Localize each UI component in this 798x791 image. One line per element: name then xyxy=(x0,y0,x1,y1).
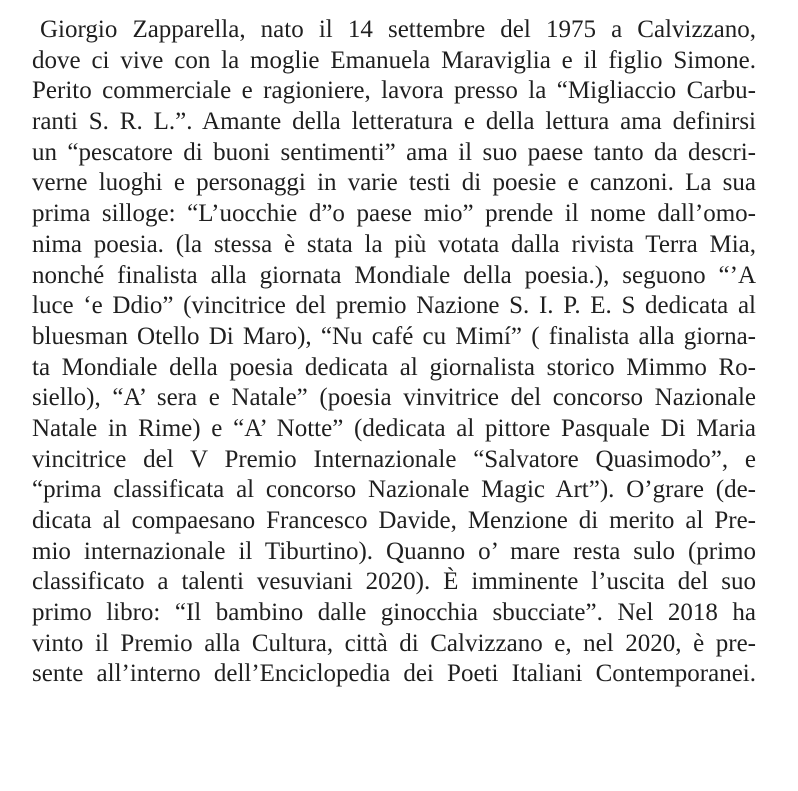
text-line: prima silloge: “L’uocchie d”o paese mio” prende il nome dall’omo- xyxy=(32,200,756,228)
text-line: bluesman Otello Di Maro), “Nu café cu Mimí” ( finalista alla giorna- xyxy=(32,322,756,350)
text-line: ranti S. R. L.”. Amante della letteratura e della lettura ama definirsi xyxy=(32,108,756,136)
text-line: mio internazionale il Tiburtino). Quanno o’ mare resta sulo (primo xyxy=(32,537,756,565)
text-line: Giorgio Zapparella, nato il 14 settembre del 1975 a Calvizzano, xyxy=(40,16,756,43)
text-line: un “pescatore di buoni sentimenti” ama il suo paese tanto da descri- xyxy=(32,138,756,166)
text-line: dove ci vive con la moglie Emanuela Maraviglia e il figlio Simone. xyxy=(32,46,756,74)
text-line: siello), “A’ sera e Natale” (poesia vinvitrice del concorso Nazionale xyxy=(32,384,756,412)
text-line: Perito commerciale e ragioniere, lavora presso la “Migliaccio Carbu- xyxy=(32,77,756,105)
text-line: verne luoghi e personaggi in varie testi di poesie e canzoni. La sua xyxy=(32,169,756,197)
biography-paragraph xyxy=(32,15,756,690)
text-line: Natale in Rime) e “A’ Notte” (dedicata al pittore Pasquale Di Maria xyxy=(32,414,756,442)
text-line: vinto il Premio alla Cultura, città di Calvizzano e, nel 2020, è pre- xyxy=(32,629,756,657)
text-line: “prima classificata al concorso Nazionale Magic Art”). O’grare (de- xyxy=(32,476,756,504)
text-line: nima poesia. (la stessa è stata la più votata dalla rivista Terra Mia, xyxy=(32,230,756,258)
text-line: classificato a talenti vesuviani 2020). È imminente l’uscita del suo xyxy=(32,568,756,596)
text-line: primo libro: “Il bambino dalle ginocchia sbucciate”. Nel 2018 ha xyxy=(32,599,756,627)
text-line: nonché finalista alla giornata Mondiale della poesia.), seguono “’A xyxy=(32,261,756,289)
text-line: vincitrice del V Premio Internazionale “Salvatore Quasimodo”, e xyxy=(32,445,756,473)
text-line: sente all’interno dell’Enciclopedia dei Poeti Italiani Contemporanei. xyxy=(32,660,756,688)
text-line: ta Mondiale della poesia dedicata al giornalista storico Mimmo Ro- xyxy=(32,353,756,381)
text-line: luce ‘e Ddio” (vincitrice del premio Nazione S. I. P. E. S dedicata al xyxy=(32,292,756,320)
text-line: dicata al compaesano Francesco Davide, Menzione di merito al Pre- xyxy=(32,507,756,534)
